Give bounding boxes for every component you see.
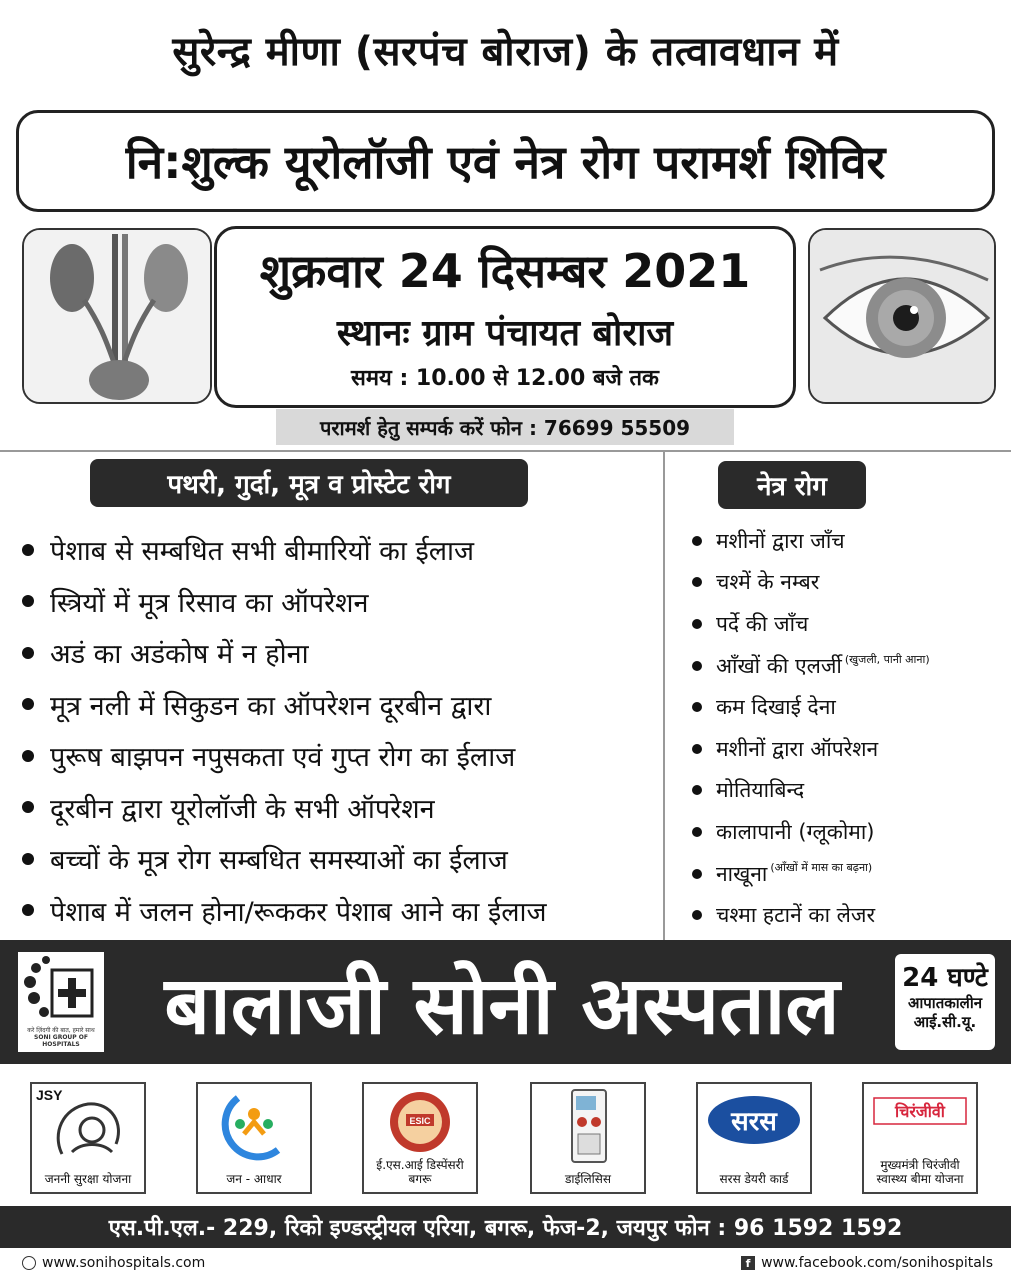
list-item: पुरूष बाझपन नपुसकता एवं गुप्त रोग का ईलाज bbox=[22, 730, 662, 782]
scheme-esic: ESIC ई.एस.आई डिस्पेंसरी बगरू bbox=[362, 1082, 478, 1194]
list-item: बच्चों के मूत्र रोग सम्बधित समस्याओं का ईलाज bbox=[22, 833, 662, 885]
scheme-jan-aadhaar: जन - आधार bbox=[196, 1082, 312, 1194]
eye-icon bbox=[810, 230, 996, 404]
kidney-icon bbox=[24, 230, 212, 404]
emergency-icu-badge: 24 घण्टे आपातकालीन आई.सी.यू. bbox=[895, 954, 995, 1050]
hospital-logo bbox=[18, 952, 104, 1052]
eye-illustration bbox=[808, 228, 996, 404]
bullet-icon bbox=[22, 647, 34, 659]
svg-text:सरस: सरस bbox=[731, 1107, 777, 1137]
event-details-box bbox=[214, 226, 796, 408]
list-item: स्त्रियों में मूत्र रिसाव का ऑपरेशन bbox=[22, 576, 662, 628]
bullet-icon bbox=[692, 869, 702, 879]
dialysis-machine-icon bbox=[532, 1084, 644, 1170]
list-item: अडं का अडंकोष में न होना bbox=[22, 627, 662, 679]
chiranjeevi-logo-icon bbox=[864, 1084, 976, 1140]
bullet-icon bbox=[22, 801, 34, 813]
bullet-icon bbox=[692, 619, 702, 629]
hospital-name: बालाजी सोनी अस्पताल bbox=[164, 958, 840, 1052]
bullet-icon bbox=[22, 853, 34, 865]
eye-list bbox=[692, 520, 1004, 936]
bullet-icon bbox=[692, 661, 702, 671]
kidney-illustration bbox=[22, 228, 212, 404]
svg-text:चिरंजीवी: चिरंजीवी bbox=[895, 1102, 945, 1121]
soni-logo-icon bbox=[18, 952, 104, 1032]
event-place: स्थानः ग्राम पंचायत बोराज bbox=[336, 313, 674, 354]
list-item: कम दिखाई देना bbox=[692, 686, 1004, 728]
divider-vertical bbox=[663, 452, 665, 940]
logo-caption: करे ज़िंदगी की बात, हमारे साथ SONI GROUP OF HOSPITALS bbox=[27, 1027, 95, 1048]
list-item: नाखूना (आँखों में मास का बढ़ना) bbox=[692, 853, 1004, 895]
esic-emblem-icon bbox=[364, 1084, 476, 1160]
schemes-row bbox=[0, 1072, 1011, 1202]
list-item: पर्दे की जाँच bbox=[692, 603, 1004, 645]
bullet-icon bbox=[692, 702, 702, 712]
list-item: आँखों की एलर्जी (खुजली, पानी आना) bbox=[692, 645, 1004, 687]
event-date: शुक्रवार 24 दिसम्बर 2021 bbox=[259, 244, 751, 298]
bullet-icon bbox=[22, 698, 34, 710]
bullet-icon bbox=[692, 577, 702, 587]
list-item: चश्मा हटानें का लेजर bbox=[692, 894, 1004, 936]
website-link[interactable]: www.sonihospitals.com bbox=[22, 1255, 205, 1271]
scheme-dialysis: डाईलिसिस bbox=[530, 1082, 646, 1194]
urology-list bbox=[22, 524, 662, 936]
camp-title: नि:शुल्क यूरोलॉजी एवं नेत्र रोग परामर्श शिविर bbox=[125, 135, 886, 189]
mother-child-icon bbox=[32, 1084, 144, 1164]
bullet-icon bbox=[22, 544, 34, 556]
urology-heading: पथरी, गुर्दा, मूत्र व प्रोस्टेट रोग bbox=[90, 459, 528, 507]
bullet-icon bbox=[692, 827, 702, 837]
divider-horizontal bbox=[0, 450, 1011, 452]
scheme-jsy: JSY जननी सुरक्षा योजना bbox=[30, 1082, 146, 1194]
bullet-icon bbox=[692, 785, 702, 795]
event-time: समय : 10.00 से 12.00 बजे तक bbox=[351, 366, 659, 391]
facebook-link[interactable]: f www.facebook.com/sonihospitals bbox=[741, 1255, 993, 1271]
jan-aadhaar-icon bbox=[198, 1084, 310, 1164]
camp-title-box bbox=[16, 110, 995, 212]
hospital-address: एस.पी.एल.- 229, रिको इण्डस्ट्रीयल एरिया, बगरू, फेज-2, जयपुर फोन : 96 1592 1592 bbox=[0, 1206, 1011, 1248]
footer bbox=[0, 1250, 1011, 1280]
bullet-icon bbox=[692, 910, 702, 920]
bullet-icon bbox=[22, 750, 34, 762]
list-item: चश्में के नम्बर bbox=[692, 562, 1004, 604]
hospital-banner bbox=[0, 940, 1011, 1064]
list-item: पेशाब में जलन होना/रूककर पेशाब आने का ईलाज bbox=[22, 885, 662, 937]
globe-icon bbox=[22, 1256, 36, 1270]
scheme-saras: सरस सरस डेयरी कार्ड bbox=[696, 1082, 812, 1194]
list-item: पेशाब से सम्बधित सभी बीमारियों का ईलाज bbox=[22, 524, 662, 576]
bullet-icon bbox=[692, 744, 702, 754]
eye-heading: नेत्र रोग bbox=[718, 461, 866, 509]
bullet-icon bbox=[692, 536, 702, 546]
saras-logo-icon bbox=[698, 1084, 810, 1164]
bullet-icon bbox=[22, 595, 34, 607]
contact-phone: परामर्श हेतु सम्पर्क करें फोन : 76699 55509 bbox=[276, 409, 734, 445]
svg-text:ESIC: ESIC bbox=[409, 1116, 431, 1126]
list-item: मशीनों द्वारा जाँच bbox=[692, 520, 1004, 562]
bullet-icon bbox=[22, 904, 34, 916]
svg-text:JSY: JSY bbox=[36, 1087, 63, 1103]
list-item: मोतियाबिन्द bbox=[692, 770, 1004, 812]
facebook-icon: f bbox=[741, 1256, 755, 1270]
scheme-chiranjeevi: चिरंजीवी मुख्यमंत्री चिरंजीवी स्वास्थ्य बीमा योजना bbox=[862, 1082, 978, 1194]
list-item: मूत्र नली में सिकुडन का ऑपरेशन दूरबीन द्वारा bbox=[22, 679, 662, 731]
organizer-line: सुरेन्द्र मीणा (सरपंच बोराज) के तत्वावधान में bbox=[172, 29, 839, 75]
list-item: दूरबीन द्वारा यूरोलॉजी के सभी ऑपरेशन bbox=[22, 782, 662, 834]
list-item: कालापानी (ग्लूकोमा) bbox=[692, 811, 1004, 853]
list-item: मशीनों द्वारा ऑपरेशन bbox=[692, 728, 1004, 770]
